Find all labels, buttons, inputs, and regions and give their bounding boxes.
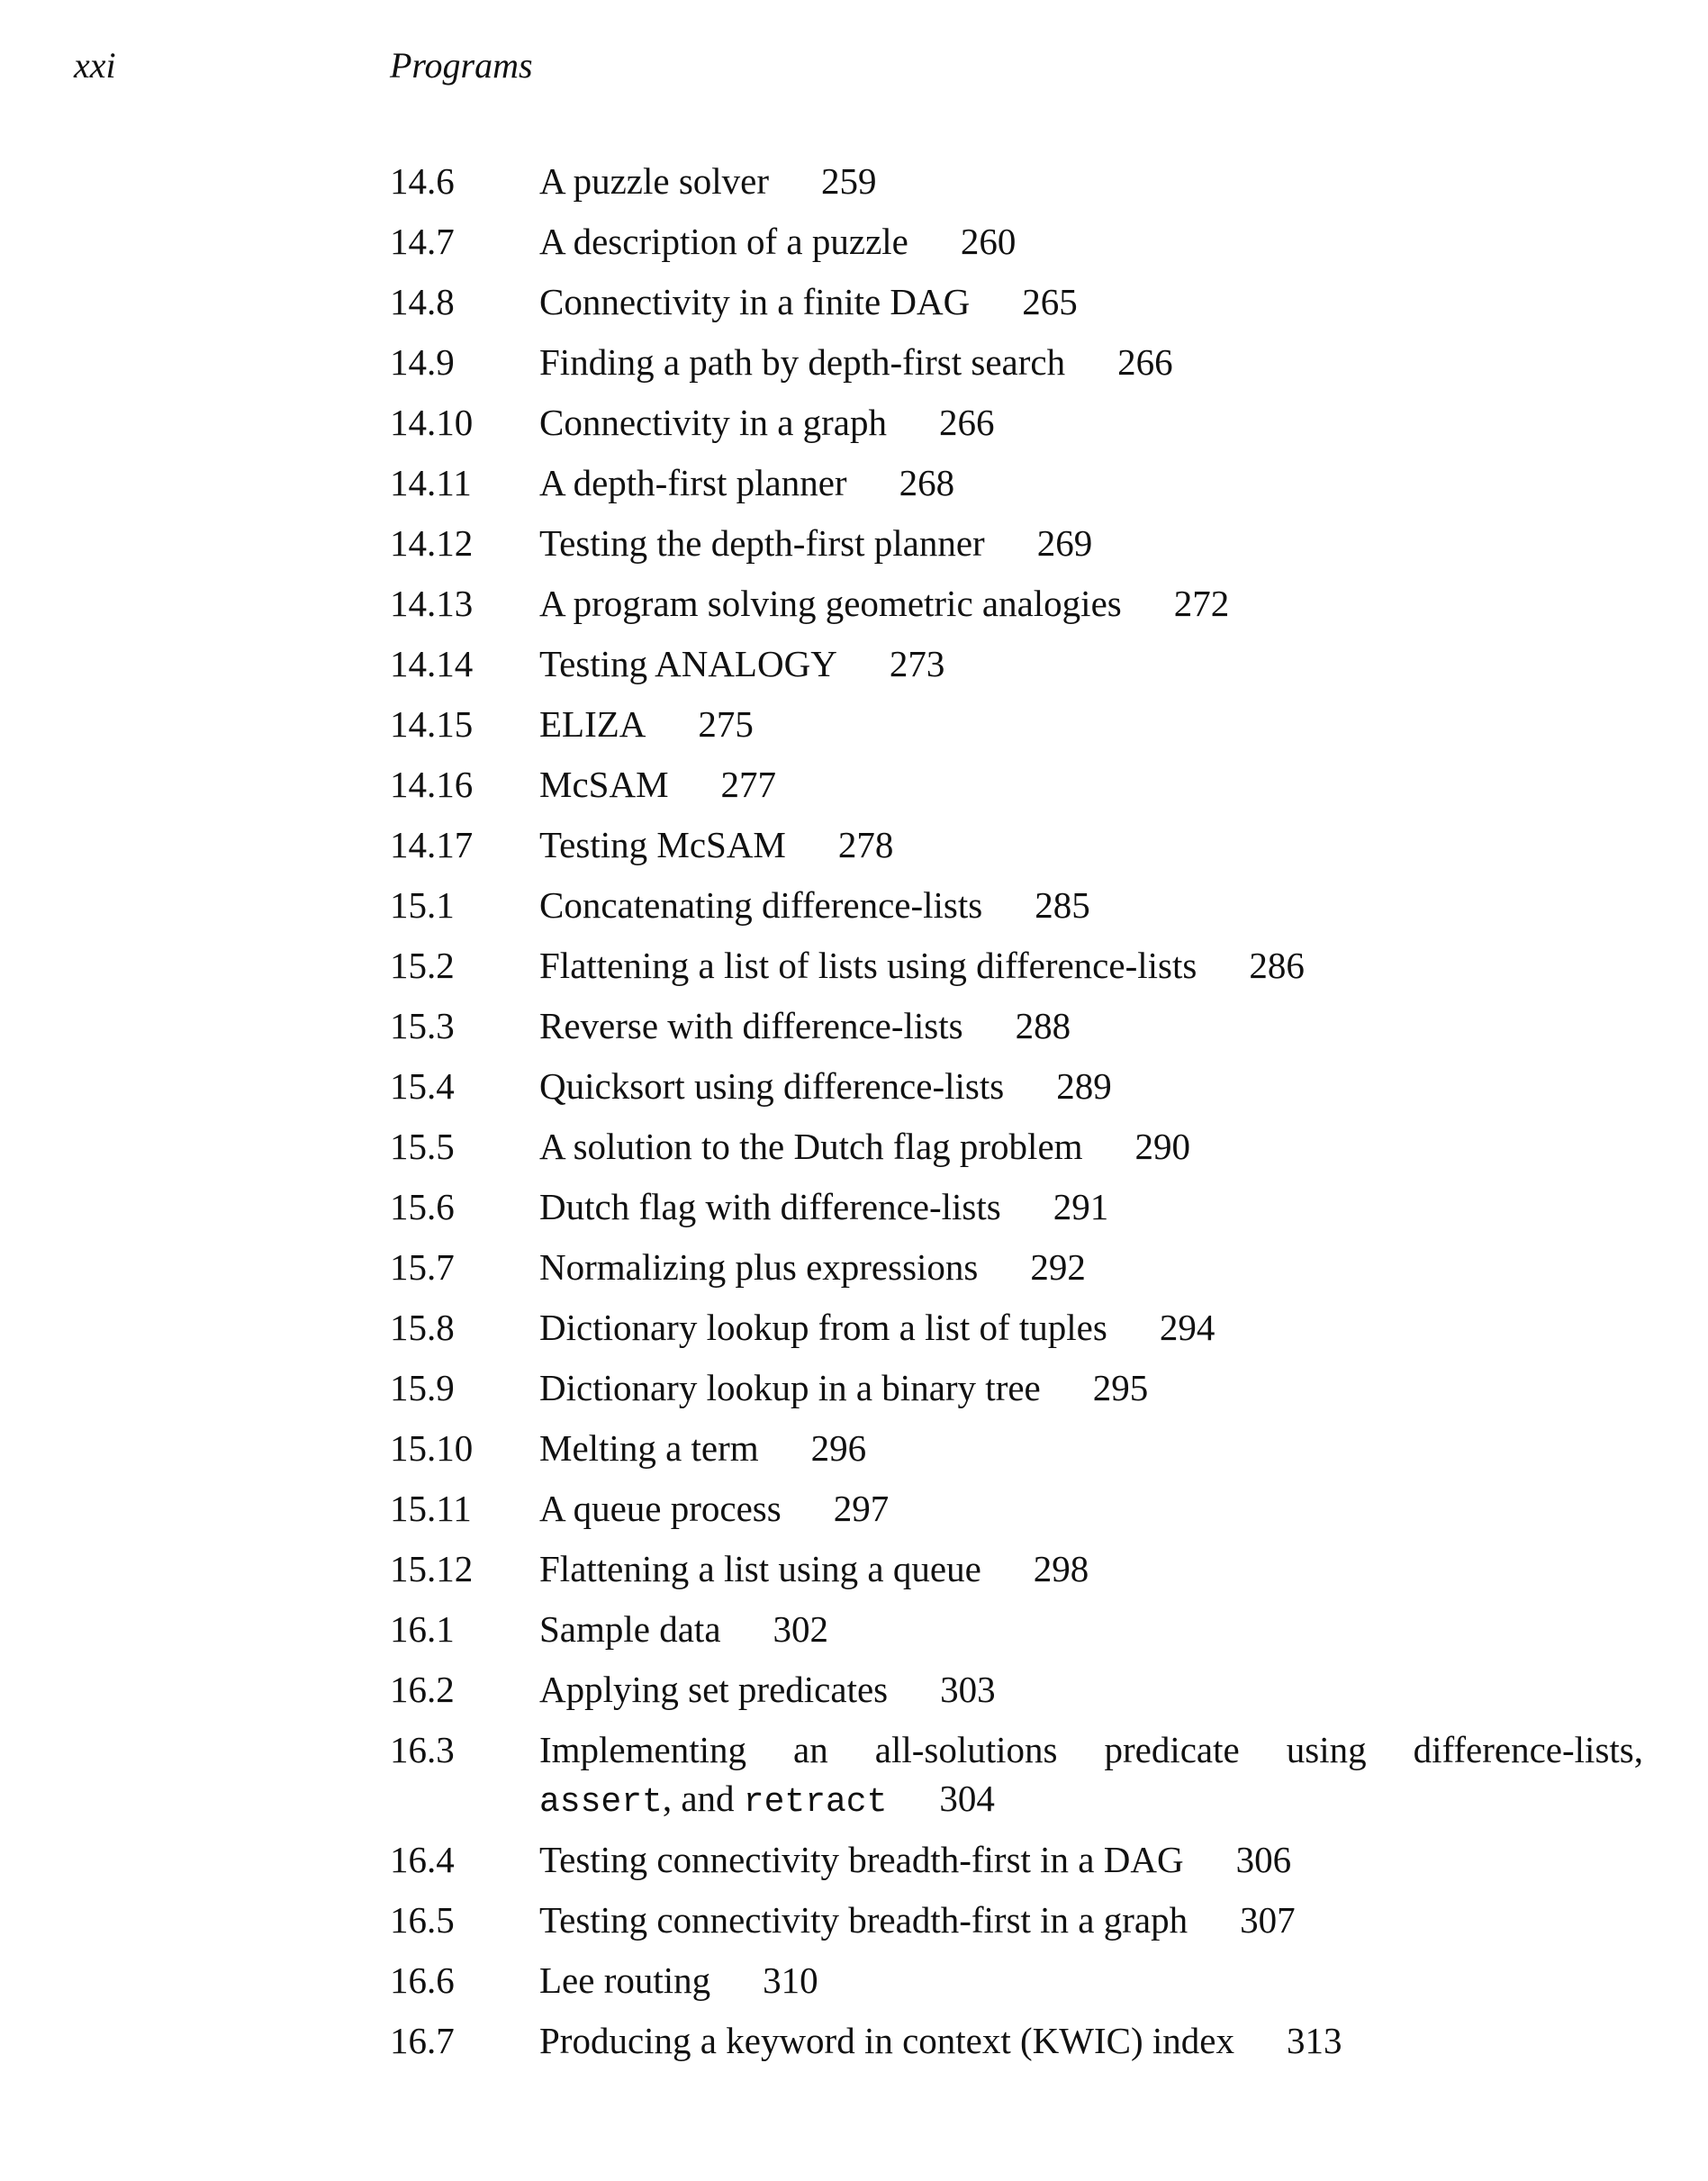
program-title: Flattening a list of lists using difference-lists	[539, 945, 1197, 986]
running-head: Programs	[390, 45, 533, 86]
list-item	[390, 217, 1650, 277]
program-number: 15.6	[390, 1186, 455, 1227]
program-title: Producing a keyword in context (KWIC) index	[539, 2020, 1234, 2061]
program-title: ELIZA	[539, 703, 646, 745]
program-number: 15.7	[390, 1246, 455, 1288]
program-title: McSAM	[539, 764, 669, 805]
program-number: 15.12	[390, 1548, 474, 1589]
list-item	[390, 1605, 1650, 1665]
list-item	[390, 820, 1650, 881]
program-title: Implementing an all-solutions predicate using difference-lists,	[539, 1729, 1643, 1770]
program-number: 14.12	[390, 522, 474, 564]
program-number: 16.3	[390, 1729, 455, 1770]
program-number: 14.14	[390, 643, 474, 684]
program-title: Connectivity in a graph	[539, 402, 887, 443]
page-reference: 285	[1035, 884, 1090, 926]
page-reference: 273	[889, 643, 945, 684]
page-reference: 265	[1022, 281, 1078, 322]
list-item	[390, 1725, 1650, 1835]
page-reference: 268	[899, 462, 955, 503]
program-title: Testing McSAM	[539, 824, 786, 865]
page-reference: 292	[1030, 1246, 1086, 1288]
list-item	[390, 1544, 1650, 1605]
page-reference: 259	[821, 160, 877, 202]
program-title: Applying set predicates	[539, 1669, 889, 1710]
program-title: A solution to the Dutch flag problem	[539, 1126, 1083, 1167]
page-number: xxi	[74, 45, 116, 86]
program-number: 15.1	[390, 884, 455, 926]
page-reference: 295	[1092, 1367, 1149, 1408]
page-reference: 294	[1159, 1307, 1215, 1348]
program-title: Melting a term	[539, 1427, 759, 1469]
page-reference: 313	[1286, 2020, 1342, 2061]
list-item	[390, 1896, 1650, 1956]
list-item	[390, 2016, 1650, 2077]
list-item	[390, 1835, 1650, 1896]
code-assert: assert	[539, 1783, 663, 1822]
list-item	[390, 1243, 1650, 1303]
list-item	[390, 1122, 1650, 1182]
page-reference: 260	[960, 221, 1017, 262]
program-number: 15.8	[390, 1307, 455, 1348]
page-reference: 266	[1117, 341, 1173, 383]
program-number: 16.6	[390, 1959, 455, 2001]
page-reference: 302	[773, 1608, 829, 1650]
program-title: Quicksort using difference-lists	[539, 1065, 1005, 1107]
program-number: 14.8	[390, 281, 455, 322]
program-title: Flattening a list using a queue	[539, 1548, 981, 1589]
list-item	[390, 1303, 1650, 1363]
program-number: 16.4	[390, 1839, 455, 1880]
program-number: 16.1	[390, 1608, 455, 1650]
title-separator: , and	[662, 1778, 744, 1819]
program-number: 14.6	[390, 160, 455, 202]
program-title: Testing the depth-first planner	[539, 522, 985, 564]
program-title: A queue process	[539, 1488, 782, 1529]
list-item	[390, 881, 1650, 941]
list-item	[390, 760, 1650, 820]
program-number: 14.9	[390, 341, 455, 383]
program-number: 15.5	[390, 1126, 455, 1167]
page-reference: 289	[1056, 1065, 1112, 1107]
page-reference: 269	[1036, 522, 1093, 564]
program-number: 15.3	[390, 1005, 455, 1046]
program-number: 15.10	[390, 1427, 474, 1469]
program-title: A description of a puzzle	[539, 221, 908, 262]
code-retract: retract	[743, 1783, 888, 1822]
program-number: 15.9	[390, 1367, 455, 1408]
program-number: 14.7	[390, 221, 455, 262]
program-number: 16.5	[390, 1899, 455, 1941]
program-number: 14.16	[390, 764, 474, 805]
program-title: Dictionary lookup in a binary tree	[539, 1367, 1041, 1408]
program-title: Dictionary lookup from a list of tuples	[539, 1307, 1107, 1348]
list-item	[390, 1001, 1650, 1062]
program-number: 14.11	[390, 462, 472, 503]
list-item	[390, 338, 1650, 398]
program-title: Concatenating difference-lists	[539, 884, 983, 926]
list-item	[390, 639, 1650, 700]
program-title: Connectivity in a finite DAG	[539, 281, 971, 322]
program-title: Sample data	[539, 1608, 721, 1650]
page-reference: 310	[763, 1959, 818, 2001]
program-title-continuation	[539, 1774, 1649, 1827]
program-number: 15.2	[390, 945, 455, 986]
list-item	[390, 157, 1650, 217]
program-number: 16.7	[390, 2020, 455, 2061]
program-number: 15.4	[390, 1065, 455, 1107]
list-item	[390, 398, 1650, 458]
page-reference: 277	[720, 764, 777, 805]
list-item	[390, 700, 1650, 760]
list-item	[390, 1484, 1650, 1544]
program-title: Testing connectivity breadth-first in a DAG	[539, 1839, 1184, 1880]
program-number: 15.11	[390, 1488, 472, 1529]
program-list	[390, 157, 1650, 2077]
page-reference: 306	[1235, 1839, 1292, 1880]
page-reference: 291	[1053, 1186, 1109, 1227]
list-item	[390, 1956, 1650, 2016]
program-title: Normalizing plus expressions	[539, 1246, 979, 1288]
page-reference: 286	[1249, 945, 1305, 986]
program-number: 14.13	[390, 583, 474, 624]
page-reference: 288	[1015, 1005, 1071, 1046]
program-title: Lee routing	[539, 1959, 711, 2001]
page-reference: 272	[1173, 583, 1230, 624]
program-title: A program solving geometric analogies	[539, 583, 1122, 624]
program-title: Finding a path by depth-first search	[539, 341, 1066, 383]
program-title: Testing connectivity breadth-first in a graph	[539, 1899, 1188, 1941]
program-number: 14.15	[390, 703, 474, 745]
program-number: 14.17	[390, 824, 474, 865]
list-item	[390, 1363, 1650, 1424]
program-title: A puzzle solver	[539, 160, 770, 202]
page-reference: 275	[698, 703, 754, 745]
page-reference: 304	[939, 1778, 995, 1819]
program-title: Dutch flag with difference-lists	[539, 1186, 1001, 1227]
list-item	[390, 458, 1650, 519]
program-number: 16.2	[390, 1669, 455, 1710]
page-reference: 266	[939, 402, 995, 443]
list-item	[390, 1424, 1650, 1484]
program-number: 14.10	[390, 402, 474, 443]
list-item	[390, 277, 1650, 338]
list-item	[390, 1062, 1650, 1122]
page-reference: 278	[837, 824, 894, 865]
page-reference: 296	[810, 1427, 867, 1469]
program-title: A depth-first planner	[539, 462, 847, 503]
page-reference: 298	[1033, 1548, 1089, 1589]
page-reference: 307	[1240, 1899, 1296, 1941]
page-reference: 290	[1134, 1126, 1191, 1167]
list-item	[390, 579, 1650, 639]
page-reference: 303	[940, 1669, 996, 1710]
list-item	[390, 1182, 1650, 1243]
page-reference: 297	[833, 1488, 890, 1529]
program-title: Reverse with difference-lists	[539, 1005, 963, 1046]
program-title: Testing ANALOGY	[539, 643, 837, 684]
list-item	[390, 1665, 1650, 1725]
list-item	[390, 941, 1650, 1001]
list-item	[390, 519, 1650, 579]
